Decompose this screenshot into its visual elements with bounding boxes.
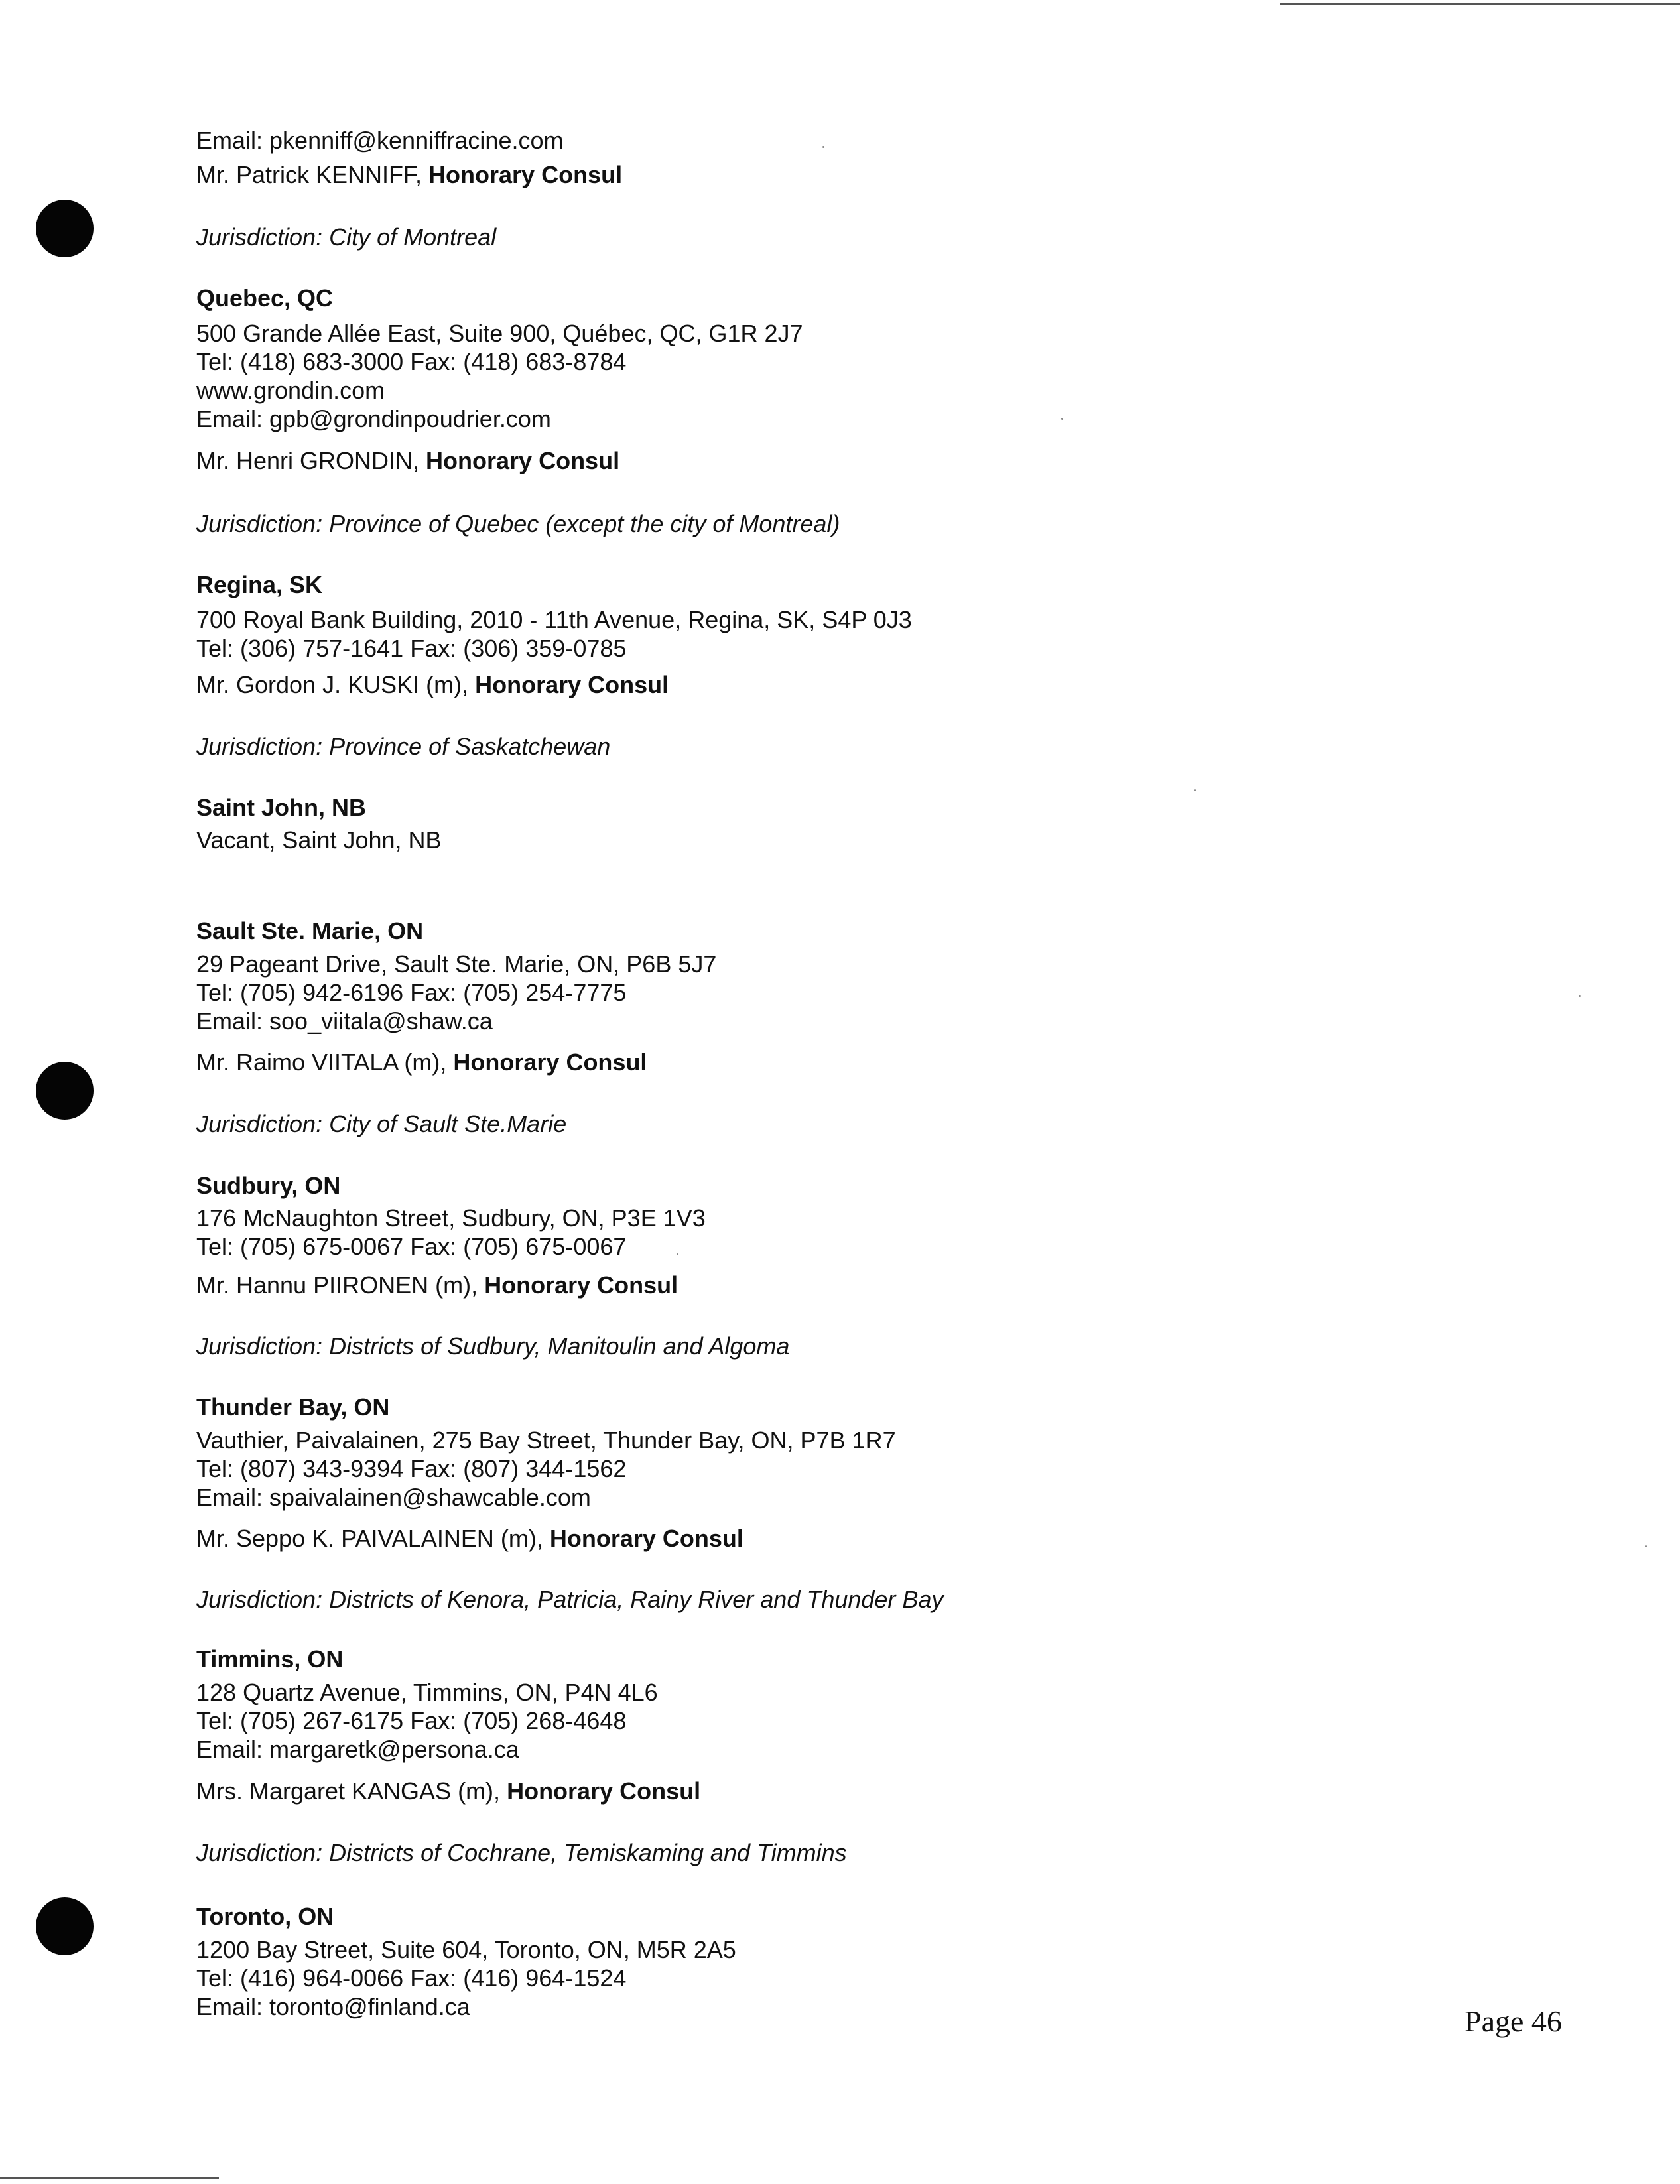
phone-line: Tel: (705) 267-6175 Fax: (705) 268-4648 — [196, 1707, 627, 1734]
consul-title: Honorary Consul — [426, 447, 620, 474]
phone-line: Tel: (416) 964-0066 Fax: (416) 964-1524 — [196, 1964, 627, 1992]
jurisdiction-line: Jurisdiction: City of Sault Ste.Marie — [196, 1110, 567, 1137]
email-line: Email: margaretk@persona.ca — [196, 1736, 519, 1763]
consul-name: Mr. Seppo K. PAIVALAINEN (m), — [196, 1525, 543, 1552]
consul-name: Mr. Henri GRONDIN, — [196, 447, 420, 474]
phone-line: Tel: (705) 942-6196 Fax: (705) 254-7775 — [196, 979, 627, 1006]
email-line: Email: spaivalainen@shawcable.com — [196, 1484, 591, 1511]
address-line: 176 McNaughton Street, Sudbury, ON, P3E 1V3 — [196, 1204, 706, 1232]
jurisdiction-line: Jurisdiction: Districts of Cochrane, Temiskaming and Timmins — [196, 1839, 847, 1866]
address-line: 700 Royal Bank Building, 2010 - 11th Avenue, Regina, SK, S4P 0J3 — [196, 606, 912, 633]
consul-line — [196, 1048, 647, 1076]
consul-line — [196, 446, 619, 475]
page-number: Page 46 — [1464, 2004, 1562, 2038]
consul-line — [196, 1777, 700, 1805]
city-heading: Timmins, ON — [196, 1645, 344, 1673]
email-line: Email: pkenniff@kenniffracine.com — [196, 127, 564, 154]
city-heading: Thunder Bay, ON — [196, 1393, 390, 1421]
phone-line: Tel: (705) 675-0067 Fax: (705) 675-0067 — [196, 1233, 627, 1260]
email-line: Email: soo_viitala@shaw.ca — [196, 1007, 493, 1035]
consul-name: Mr. Raimo VIITALA (m), — [196, 1049, 447, 1076]
scan-speck — [677, 1253, 678, 1255]
consul-title: Honorary Consul — [507, 1777, 701, 1805]
scan-edge-bottom — [0, 2177, 219, 2179]
consul-line — [196, 671, 669, 699]
punch-hole-icon — [36, 1062, 94, 1120]
city-heading: Sudbury, ON — [196, 1172, 341, 1199]
consul-line — [196, 1271, 678, 1299]
phone-line: Tel: (306) 757-1641 Fax: (306) 359-0785 — [196, 635, 627, 662]
scan-speck — [1645, 1545, 1647, 1547]
phone-line: Tel: (418) 683-3000 Fax: (418) 683-8784 — [196, 348, 627, 375]
address-line: 500 Grande Allée East, Suite 900, Québec, QC, G1R 2J7 — [196, 320, 803, 347]
consul-title: Honorary Consul — [428, 161, 623, 188]
email-line: Email: gpb@grondinpoudrier.com — [196, 405, 551, 432]
scan-speck — [1061, 418, 1063, 420]
phone-line: Tel: (807) 343-9394 Fax: (807) 344-1562 — [196, 1455, 627, 1482]
consul-name: Mr. Gordon J. KUSKI (m), — [196, 671, 469, 698]
consul-name: Mr. Patrick KENNIFF, — [196, 161, 422, 188]
jurisdiction-line: Jurisdiction: Districts of Sudbury, Manitoulin and Algoma — [196, 1332, 790, 1360]
city-heading: Sault Ste. Marie, ON — [196, 917, 424, 944]
address-line: 1200 Bay Street, Suite 604, Toronto, ON, M5R 2A5 — [196, 1936, 736, 1963]
consul-title: Honorary Consul — [549, 1525, 743, 1552]
city-heading: Regina, SK — [196, 571, 323, 598]
jurisdiction-line: Jurisdiction: Province of Saskatchewan — [196, 733, 611, 760]
punch-hole-icon — [36, 1897, 94, 1955]
scan-speck — [1194, 789, 1196, 791]
consul-name: Mr. Hannu PIIRONEN (m), — [196, 1271, 478, 1299]
address-line: 128 Quartz Avenue, Timmins, ON, P4N 4L6 — [196, 1679, 658, 1706]
address-line: 29 Pageant Drive, Sault Ste. Marie, ON, P6B 5J7 — [196, 950, 717, 978]
scan-speck — [822, 146, 824, 148]
consul-line — [196, 161, 622, 189]
punch-hole-icon — [36, 200, 94, 257]
jurisdiction-line: Jurisdiction: Province of Quebec (except the city of Montreal) — [196, 510, 840, 537]
consul-title: Honorary Consul — [453, 1049, 647, 1076]
scan-edge-top — [1280, 3, 1680, 5]
address-line: Vacant, Saint John, NB — [196, 826, 442, 854]
city-heading: Quebec, QC — [196, 285, 334, 312]
consul-title: Honorary Consul — [484, 1271, 678, 1299]
email-line: Email: toronto@finland.ca — [196, 1993, 470, 2020]
city-heading: Saint John, NB — [196, 794, 367, 821]
consul-line — [196, 1524, 743, 1553]
address-line: Vauthier, Paivalainen, 275 Bay Street, Thunder Bay, ON, P7B 1R7 — [196, 1427, 896, 1454]
jurisdiction-line: Jurisdiction: Districts of Kenora, Patricia, Rainy River and Thunder Bay — [196, 1586, 944, 1613]
scan-speck — [1579, 995, 1581, 997]
website-line: www.grondin.com — [196, 377, 385, 404]
consul-title: Honorary Consul — [475, 671, 669, 698]
city-heading: Toronto, ON — [196, 1903, 334, 1930]
consul-name: Mrs. Margaret KANGAS (m), — [196, 1777, 501, 1805]
jurisdiction-line: Jurisdiction: City of Montreal — [196, 224, 497, 251]
